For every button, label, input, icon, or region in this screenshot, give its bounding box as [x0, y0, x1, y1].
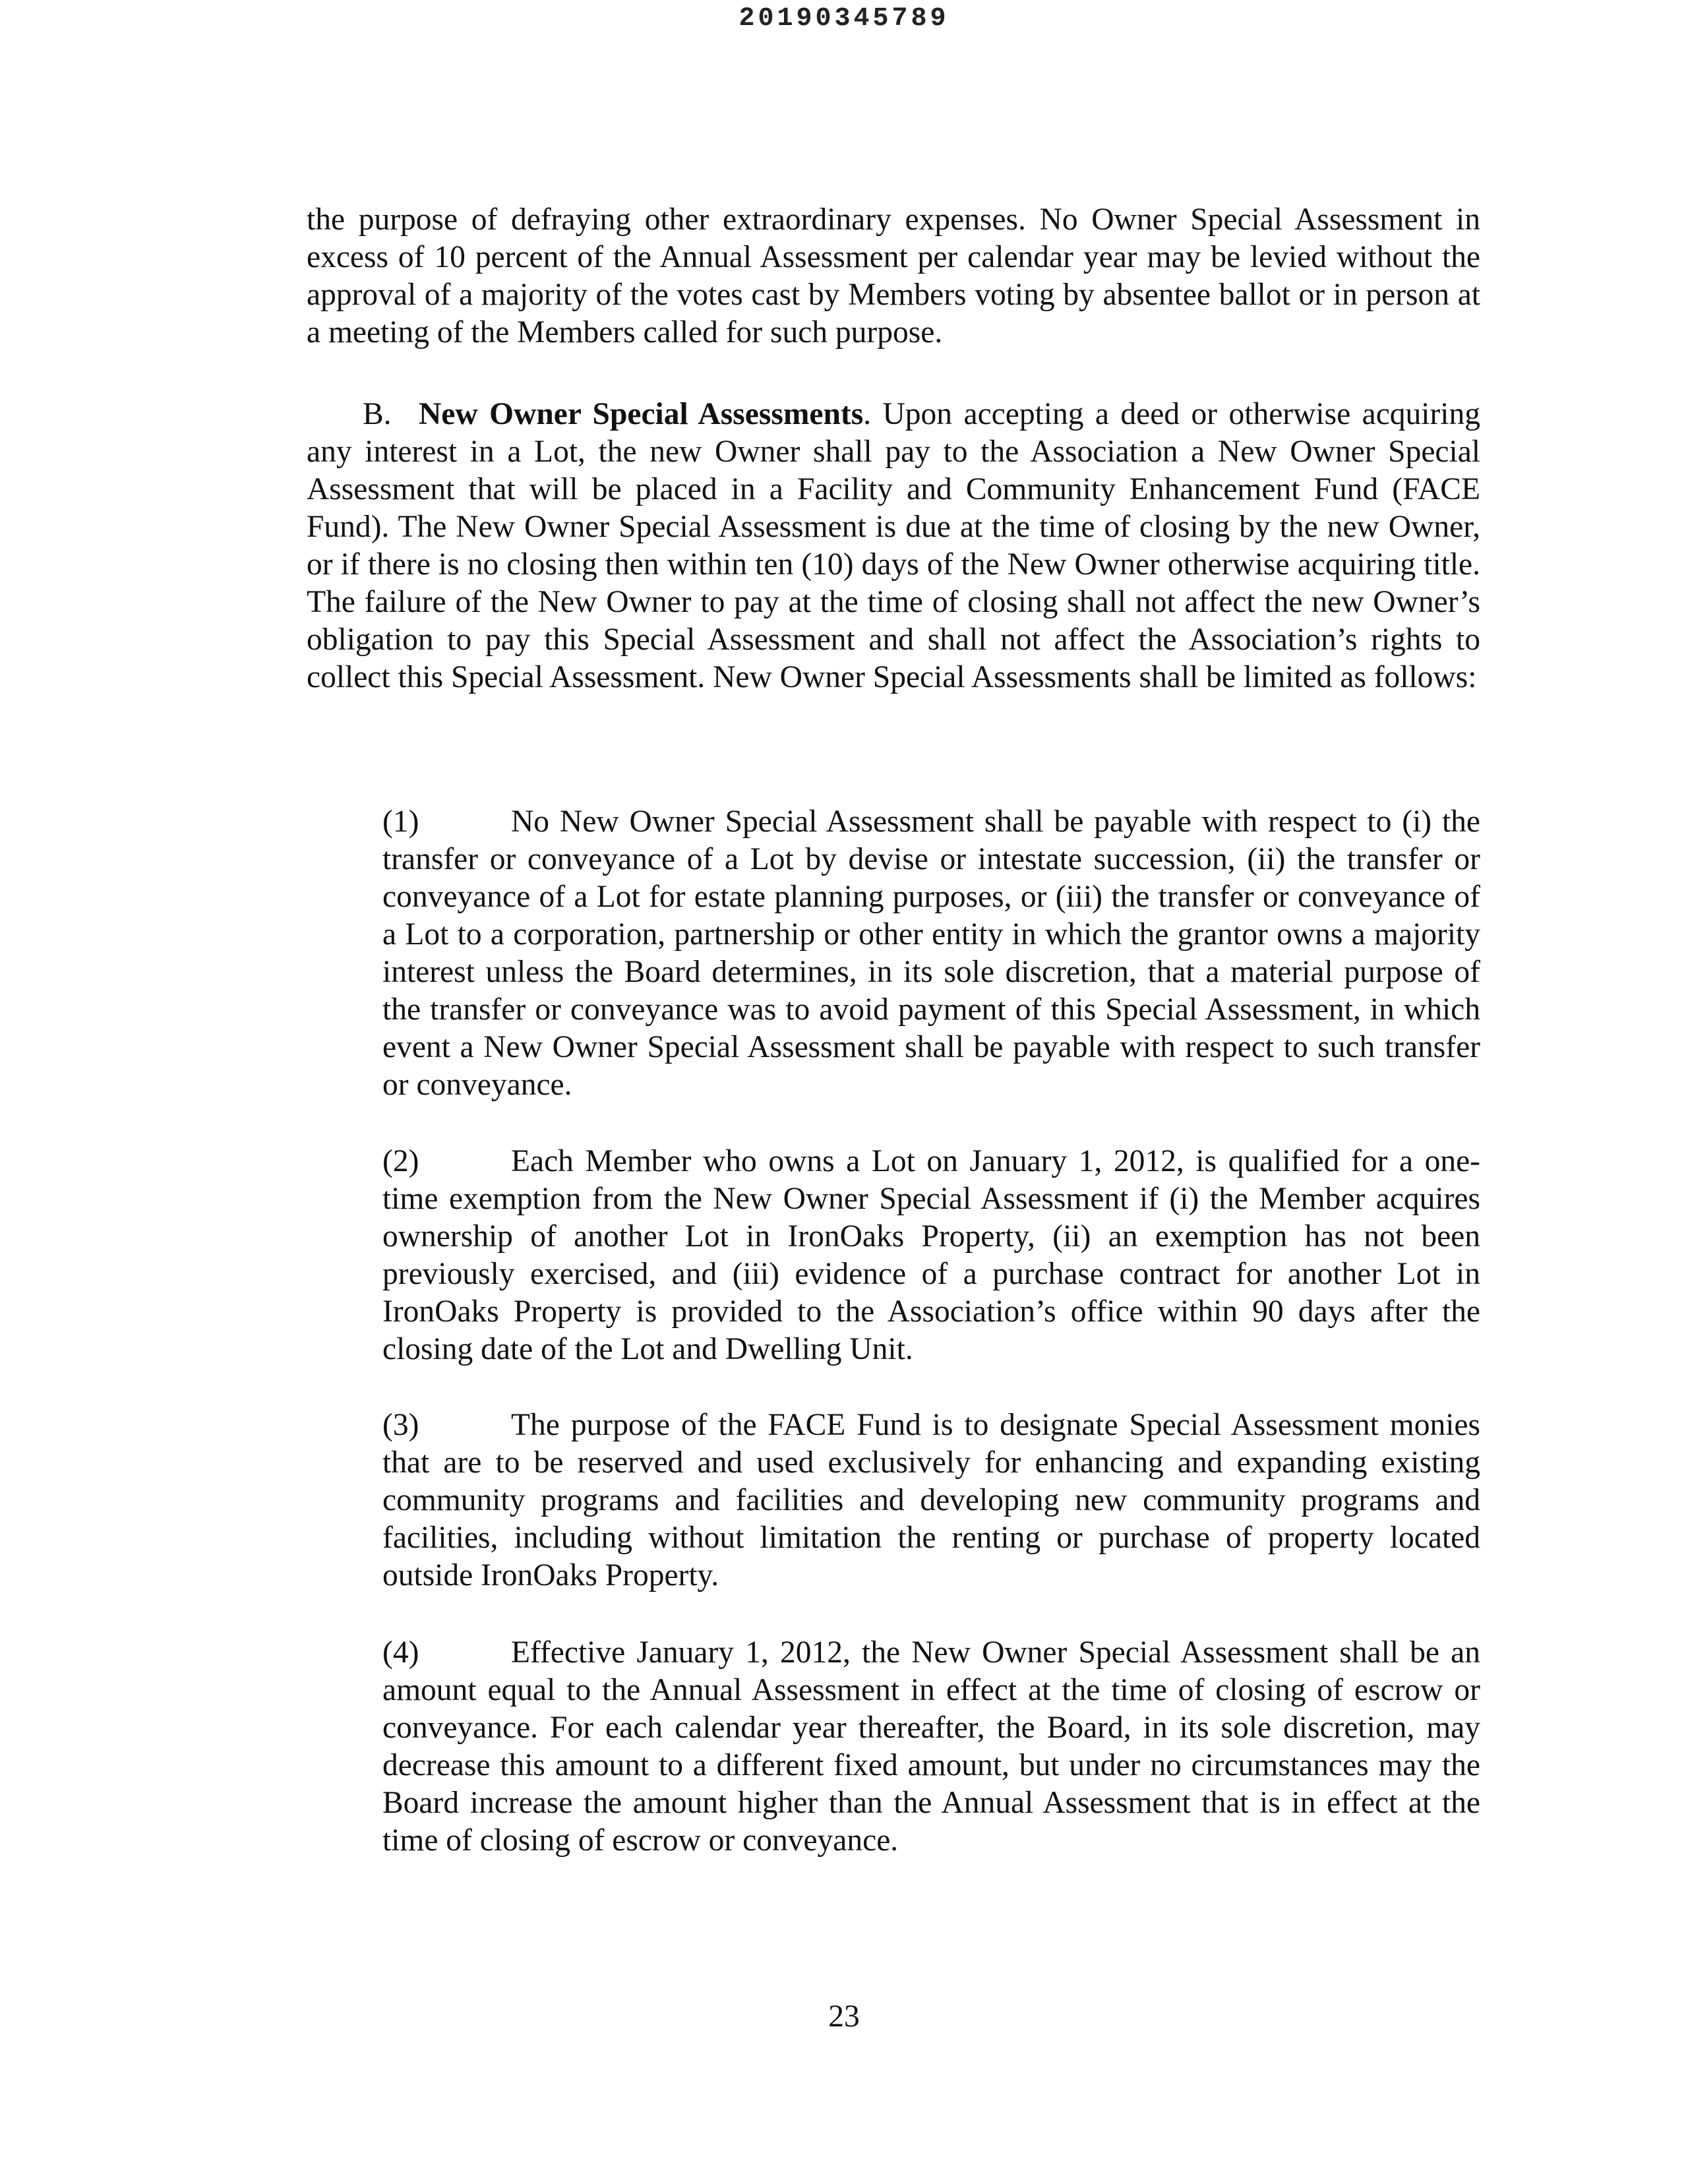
list-item-number: (1) [382, 804, 419, 839]
list-item-text: Each Member who owns a Lot on January 1, 2012, is qualified for a one-time exemption from the New Owner Special Assessment if (i) the Member acquires ownership of another Lot in IronOaks Property, (ii) an exemption has not been previously exercised, and (iii) evidence of a purchase contract for another Lot in IronOaks Property is provided to the Association’s office within 90 days after the closing date of the Lot and Dwelling Unit. [382, 1143, 1480, 1366]
list-item-text: The purpose of the FACE Fund is to designate Special Assessment monies that are to be reserved and used exclusively for enhancing and expanding existing community programs and facilities and developing new community programs and facilities, including without limitation the renting or purchase of property located outside IronOaks Property. [382, 1407, 1480, 1592]
section-heading: New Owner Special Assessments [419, 397, 864, 431]
list-item-text: Effective January 1, 2012, the New Owner Special Assessment shall be an amount equal to the Annual Assessment in effect at the time of closing of escrow or conveyance. For each calendar year thereafter, the Board, in its sole discretion, may decrease this amount to a different fixed amount, but under no circumstances may the Board increase the amount higher than the Annual Assessment that is in effect at the time of closing of escrow or conveyance. [382, 1635, 1480, 1858]
section-b-text: . Upon accepting a deed or otherwise acquiring any interest in a Lot, the new Owner shall pay to the Association a New Owner Special Assessment that will be placed in a Facility and Community Enhancement Fund (FACE Fund). The New Owner Special Assessment is due at the time of closing by the new Owner, or if there is no closing then within ten (10) days of the New Owner otherwise acquiring title. The failure of the New Owner to pay at the time of closing shall not affect the new Owner’s obligation to pay this Special Assessment and shall not affect the Association’s rights to collect this Special Assessment. New Owner Special Assessments shall be limited as follows: [307, 397, 1480, 694]
list-item-number: (4) [382, 1635, 419, 1670]
list-item-2 [382, 1143, 1480, 1368]
document-number: 20190345789 [738, 4, 950, 34]
section-b-paragraph [307, 396, 1480, 696]
list-item-1 [382, 803, 1480, 1104]
list-item-text: No New Owner Special Assessment shall be payable with respect to (i) the transfer or conveyance of a Lot by devise or intestate succession, (ii) the transfer or conveyance of a Lot for estate planning purposes, or (iii) the transfer or conveyance of a Lot to a corporation, partnership or other entity in which the grantor owns a majority interest unless the Board determines, in its sole discretion, that a material purpose of the transfer or conveyance was to avoid payment of this Special Assessment, in which event a New Owner Special Assessment shall be payable with respect to such transfer or conveyance. [382, 804, 1480, 1102]
list-item-number: (2) [382, 1143, 419, 1178]
continuation-paragraph: the purpose of defraying other extraordinary expenses. No Owner Special Assessment in excess of 10 percent of the Annual Assessment per calendar year may be levied without the approval of a majority of the votes cast by Members voting by absentee ballot or in person at a meeting of the Members called for such purpose. [307, 202, 1480, 349]
section-letter: B. [363, 397, 392, 431]
list-item-4 [382, 1634, 1480, 1860]
list-item-3 [382, 1407, 1480, 1594]
list-item-number: (3) [382, 1407, 419, 1442]
page-number: 23 [828, 1999, 860, 2034]
